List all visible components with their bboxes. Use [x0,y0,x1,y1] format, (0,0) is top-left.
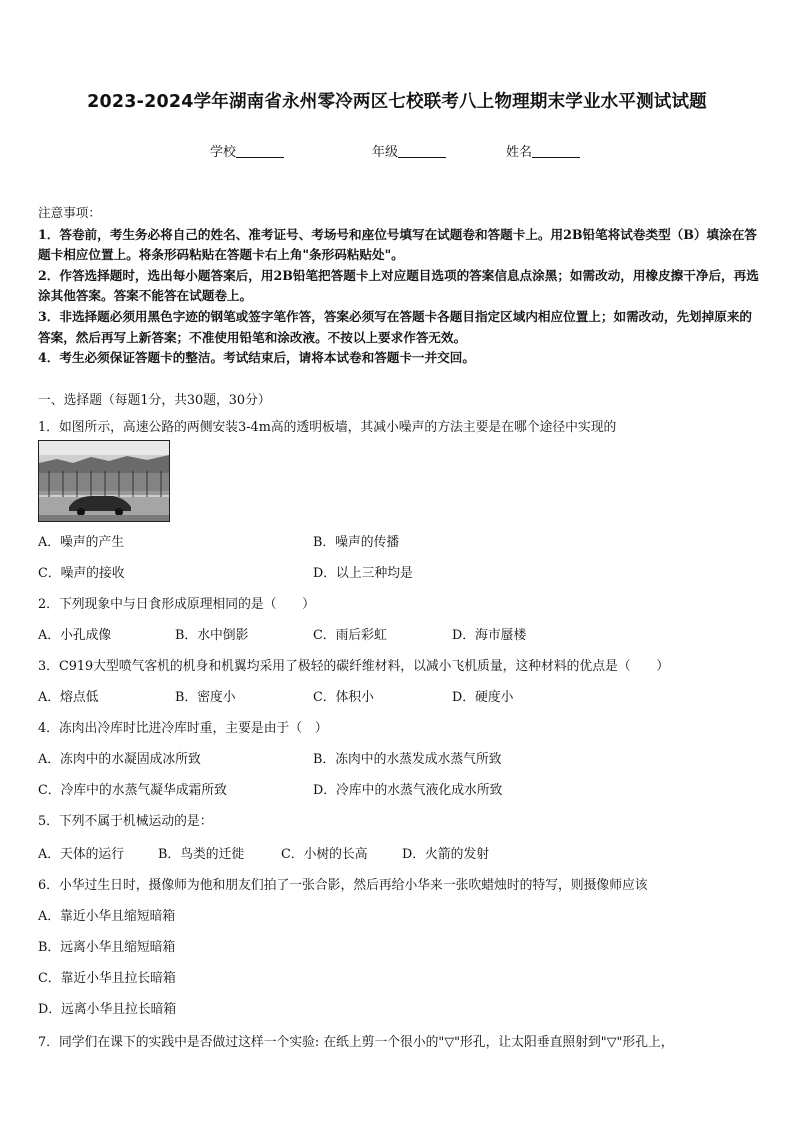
grade-field [372,141,446,160]
notice-item-3: 3．非选择题必须用黑色字迹的钢笔或签字笔作答，答案必须写在答题卡各题目指定区域内相应位置上；如需改动，先划掉原来的答案，然后再写上新答案；不准使用铅笔和涂改液。不按以上要求作答无效。 [38,308,753,345]
question-5-option-b: B．鸟类的迁徙 [158,847,245,862]
question-4-option-a: A．冻肉中的水凝固成冰所致 [38,752,201,767]
highway-barrier-photo [38,440,170,522]
notice-item-2: 2．作答选择题时，选出每小题答案后，用2B铅笔把答题卡上对应题目选项的答案信息点涂黑；如需改动，用橡皮擦干净后，再选涂其他答案。答案不能答在试题卷上。 [38,267,759,304]
grade-label: 年级 [372,145,399,160]
question-6-option-c: C．靠近小华且拉长暗箱 [38,971,176,986]
question-2-option-c: C．雨后彩虹 [313,628,387,643]
question-3-option-c: C．体积小 [313,690,374,705]
question-2-option-b: B．水中倒影 [175,628,249,643]
notice-block [38,203,760,369]
name-field [506,141,580,160]
question-5-option-c: C．小树的长高 [281,847,368,862]
question-2-option-a: A．小孔成像 [38,628,112,643]
section-heading: 一、选择题（每题1分，共30题，30分） [38,393,271,408]
question-5-stem: 5．下列不属于机械运动的是： [38,814,213,829]
name-label: 姓名 [506,145,533,160]
question-4-option-c: C．冷库中的水蒸气凝华成霜所致 [38,783,227,798]
question-3-stem: 3．C919大型喷气客机的机身和机翼均采用了极轻的碳纤维材料，以减小飞机质量，这种材料的优点是（ ） [38,659,670,674]
question-6-option-d: D．远离小华且拉长暗箱 [38,1002,177,1017]
question-6-option-b: B．远离小华且缩短暗箱 [38,940,176,955]
highway-barrier-image [39,441,169,521]
exam-title: 2023-2024学年湖南省永州零冷两区七校联考八上物理期末学业水平测试试题 [87,92,707,112]
question-1-stem: 1．如图所示，高速公路的两侧安装3-4m高的透明板墙，其减小噪声的方法主要是在哪个途径中实现的 [38,420,617,435]
question-1-option-b: B．噪声的传播 [313,535,400,550]
school-blank [236,143,284,158]
question-4-option-d: D．冷库中的水蒸气液化成水所致 [313,783,503,798]
question-6-stem: 6．小华过生日时，摄像师为他和朋友们拍了一张合影，然后再给小华来一张吹蜡烛时的特写，则摄像师应该 [38,878,648,893]
notice-heading: 注意事项： [38,205,101,220]
question-1-option-d: D．以上三种均是 [313,566,413,581]
question-2-option-d: D．海市蜃楼 [452,628,527,643]
notice-item-1: 1．答卷前，考生务必将自己的姓名、准考证号、考场号和座位号填写在试题卷和答题卡上。用2B铅笔将试卷类型（B）填涂在答题卡相应位置上。将条形码粘贴在答题卡右上角"条形码粘贴处"。 [38,226,757,263]
question-7-stem: 7．同学们在课下的实践中是否做过这样一个实验: 在纸上剪一个很小的"▽"形孔，让太阳垂直照射到"▽"形孔上， [38,1035,674,1050]
school-field [210,141,284,160]
question-4-option-b: B．冻肉中的水蒸发成水蒸气所致 [313,752,502,767]
question-3-option-b: B．密度小 [175,690,236,705]
school-label: 学校 [210,145,237,160]
question-5-option-a: A．天体的运行 [38,847,125,862]
question-5-option-d: D．火箭的发射 [402,847,490,862]
question-3-option-d: D．硬度小 [452,690,514,705]
question-1-option-a: A．噪声的产生 [38,535,125,550]
student-info-row [0,141,794,161]
name-blank [532,143,580,158]
grade-blank [398,143,446,158]
question-4-stem: 4．冻肉出冷库时比进冷库时重，主要是由于（ ） [38,721,328,736]
question-1-option-c: C．噪声的接收 [38,566,125,581]
question-6-option-a: A．靠近小华且缩短暗箱 [38,909,176,924]
question-2-stem: 2．下列现象中与日食形成原理相同的是（ ） [38,597,315,612]
notice-item-4: 4．考生必须保证答题卡的整洁。考试结束后，请将本试卷和答题卡一并交回。 [38,350,475,366]
question-3-option-a: A．熔点低 [38,690,99,705]
